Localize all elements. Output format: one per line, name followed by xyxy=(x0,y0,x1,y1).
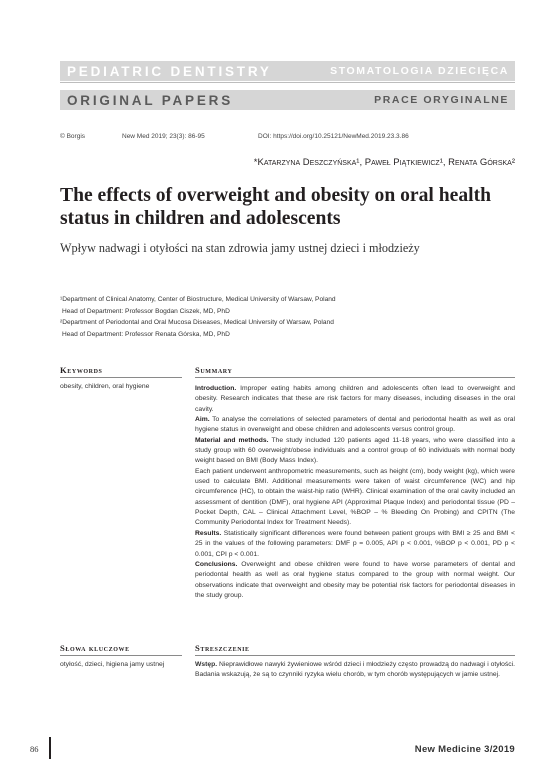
summary-methods: Material and methods. The study included 120 patients aged 11-18 years, who were classified into a study group with 60 overweight/obese individuals and a control group of 60 individuals with normal body weight based on BMI (Body Mass Index). xyxy=(195,436,515,465)
streszczenie-heading: Streszczenie xyxy=(195,643,250,653)
summary-rule xyxy=(195,377,515,378)
band-divider xyxy=(60,82,515,83)
summary-results: Results. Statistically significant differences were found between patient groups with BMI ≥ 25 and BMI < 25 in the values of the following parameters: DMF p = 0.005, API p < 0.001, %BOP p < 0.001, PD p < 0.001, CPI p < 0.001. xyxy=(195,529,515,558)
affiliation-1: ¹Department of Clinical Anatomy, Center of Biostructure, Medical University of Warsaw, Poland xyxy=(60,296,336,303)
affiliation-1-head: Head of Department: Professor Bogdan Ciszek, MD, PhD xyxy=(62,307,230,315)
keywords-text: obesity, children, oral hygiene xyxy=(60,383,150,390)
type-label-pl: PRACE ORYGINALNE xyxy=(374,94,509,106)
keywords-heading: Keywords xyxy=(60,365,103,375)
section-band-pediatric xyxy=(60,61,515,81)
summary-intro: Introduction. Improper eating habits among children and adolescents often lead to overweight and obesity. Research indicates that these are risk factors for many diseases, including diseases in the oral cavity. xyxy=(195,385,515,413)
summary-aim: Aim. To analyse the correlations of selected parameters of dental and periodontal health as well as oral hygiene status in overweight and obese children and adolescents versus control group. xyxy=(195,416,515,434)
affiliations xyxy=(60,294,336,340)
affiliation-2: ²Department of Periodontal and Oral Mucosa Diseases, Medical University of Warsaw, Poland xyxy=(60,319,334,326)
page-number: 86 xyxy=(30,744,39,754)
doi-link[interactable]: DOI: https://doi.org/10.25121/NewMed.2019.23.3.86 xyxy=(258,133,409,140)
type-label-en: ORIGINAL PAPERS xyxy=(67,92,234,108)
summary-heading: Summary xyxy=(195,365,233,375)
summary-conclusions: Conclusions. Overweight and obese children were found to have worse parameters of dental and periodontal health as well as oral hygiene status compared to the group with normal weight. Our observations indicate that overweight and obesity may be potential risk factors for periodontal diseases in the study group. xyxy=(195,560,515,599)
section-label-en: PEDIATRIC DENTISTRY xyxy=(67,63,272,79)
authors: *Katarzyna Deszczyńska¹, Paweł Piątkiewicz¹, Renata Górska² xyxy=(253,157,515,168)
article-title: The effects of overweight and obesity on oral health status in children and adolescents xyxy=(60,185,492,229)
streszczenie-body: Wstęp. Nieprawidłowe nawyki żywieniowe wśród dzieci i młodzieży często prowadzą do nadwagi i otyłości. Badania wskazują, że są to czynniki ryzyka wielu chorób, w tym chorób występujących w jamie ustnej. xyxy=(195,661,515,679)
footer-divider xyxy=(49,737,51,759)
article-subtitle: Wpływ nadwagi i otyłości na stan zdrowia jamy ustnej dzieci i młodzieży xyxy=(60,241,420,255)
citation: New Med 2019; 23(3): 86-95 xyxy=(122,133,205,140)
copyright: © Borgis xyxy=(60,133,86,140)
summary-methods-cont: Each patient underwent anthropometric measurements, such as height (cm), body weight (kg), which were used to calculate BMI. Additional measurements were taken of waist circumference (WC) and hip circumference (HC), to obtain the waist-hip ratio (WHR). Clinical examination of the oral cavity included an assessment of dentition (DMF), oral hygiene API (Approximal Plaque Index) and periodontal tissue (PD – Pocket Depth, CAL – Clinical Attachment Level, %BOP – % Bleeding On Probing) and CPITN (The Community Periodontal Index for Treatment Needs). xyxy=(195,467,515,527)
section-label-pl: STOMATOLOGIA DZIECIĘCA xyxy=(330,65,509,77)
journal-footer: New Medicine 3/2019 xyxy=(414,744,515,755)
section-band-original xyxy=(60,90,515,110)
slowa-text: otyłość, dzieci, higiena jamy ustnej xyxy=(60,661,165,668)
slowa-rule xyxy=(60,655,182,656)
keywords-rule xyxy=(60,377,182,378)
summary-body xyxy=(195,384,515,601)
slowa-heading: Słowa kluczowe xyxy=(60,643,130,653)
affiliation-2-head: Head of Department: Professor Renata Górska, MD, PhD xyxy=(62,330,230,338)
streszczenie-rule xyxy=(195,655,515,656)
